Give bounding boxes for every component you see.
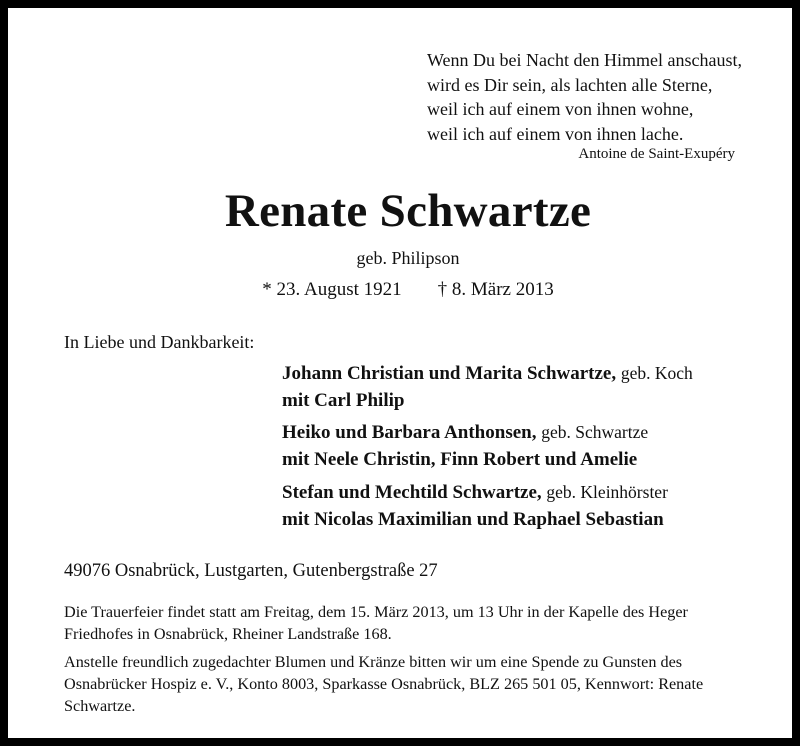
donation-info: Anstelle freundlich zugedachter Blumen und Kränze bitten wir um eine Spende zu Gunsten des Osnabrücker Hospiz e. V., Konto 8003, Sparkasse Osnabrück, BLZ 265 501 05, Kennwort: Renate Schwartze. [64, 653, 704, 715]
family-children: mit Neele Christin, Finn Robert und Amelie [282, 449, 638, 470]
life-dates [8, 279, 800, 301]
family-children: mit Nicolas Maximilian und Raphael Sebastian [282, 509, 664, 530]
family-entry [282, 479, 668, 533]
family-entry [282, 360, 693, 414]
quote-author: Antoine de Saint-Exupéry [578, 146, 735, 162]
birth-date: * 23. August 1921 [262, 279, 402, 300]
death-date: † 8. März 2013 [437, 279, 554, 300]
family-children: mit Carl Philip [282, 390, 405, 411]
family-maiden-name: geb. Koch [620, 363, 693, 383]
mourners-intro: In Liebe und Dankbarkeit: [64, 332, 255, 352]
family-maiden-name: geb. Kleinhörster [546, 482, 668, 502]
family-names: Stefan und Mechtild Schwartze, [282, 482, 542, 503]
family-names: Heiko und Barbara Anthonsen, [282, 422, 537, 443]
deceased-born-name: geb. Philipson [356, 248, 460, 268]
family-maiden-name: geb. Schwartze [541, 422, 649, 442]
quote-line: Wenn Du bei Nacht den Himmel anschaust, [427, 50, 742, 70]
quote-line: weil ich auf einem von ihnen lache. [427, 123, 684, 144]
family-entry [282, 419, 648, 473]
quote-line: weil ich auf einem von ihnen wohne, [427, 99, 694, 119]
family-names: Johann Christian und Marita Schwartze, [282, 363, 617, 384]
quote-poem [427, 48, 742, 146]
quote-line: wird es Dir sein, als lachten alle Sterne, [427, 74, 713, 95]
funeral-info: Die Trauerfeier findet statt am Freitag, dem 15. März 2013, um 13 Uhr in der Kapelle des Heger Friedhofes in Osnabrück, Rheiner Landstraße 168. [64, 603, 688, 643]
deceased-name: Renate Schwartze [224, 185, 592, 237]
family-address: 49076 Osnabrück, Lustgarten, Gutenbergstraße 27 [64, 561, 438, 581]
